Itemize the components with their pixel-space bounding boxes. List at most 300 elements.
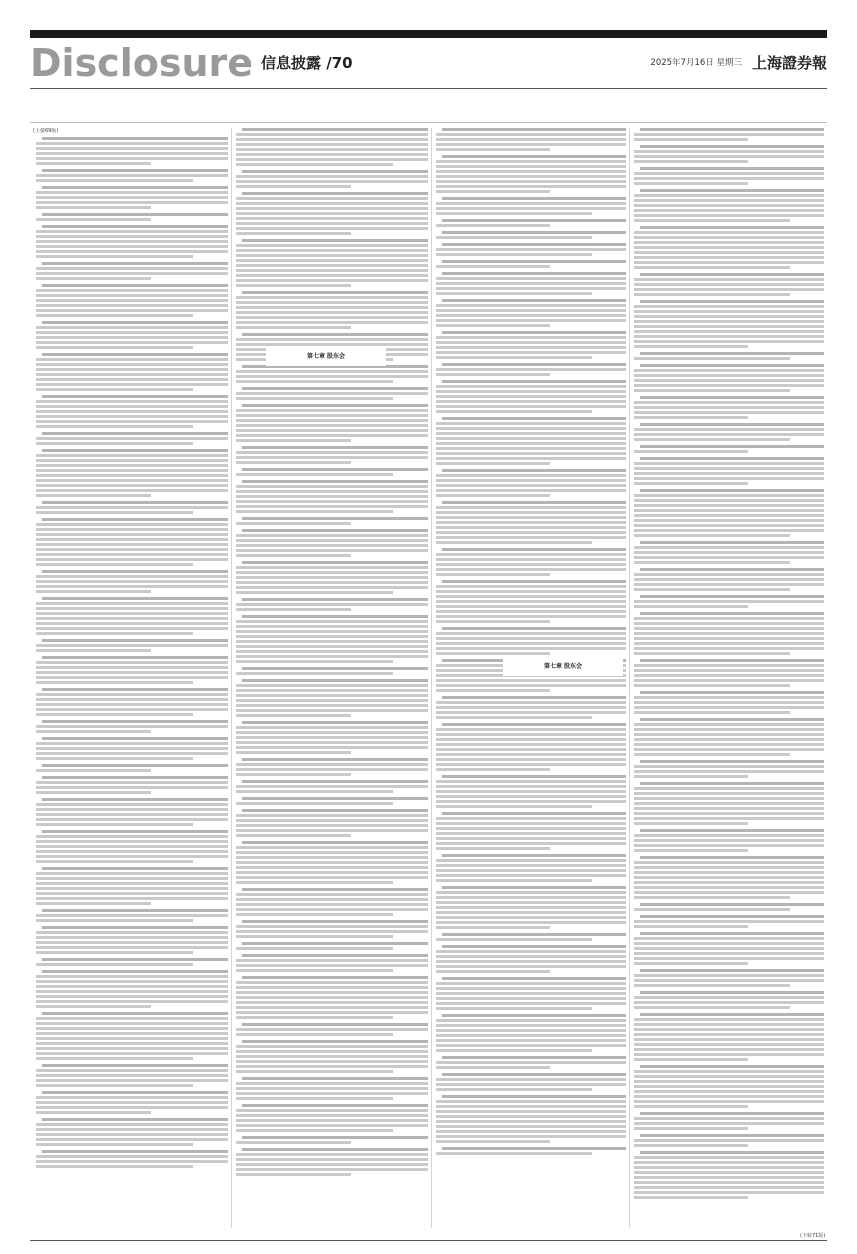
text-line (436, 521, 626, 524)
text-line (242, 446, 428, 449)
text-line (236, 397, 393, 400)
text-line (634, 494, 824, 497)
paragraph (634, 396, 824, 419)
paragraph (634, 273, 824, 296)
text-line (36, 1000, 228, 1003)
text-line (36, 1155, 228, 1158)
text-line (236, 1141, 351, 1144)
text-line (634, 738, 824, 741)
text-line (42, 970, 228, 973)
paragraph (36, 639, 228, 652)
text-line (634, 251, 824, 254)
text-line (634, 199, 824, 202)
text-line (442, 417, 626, 420)
text-line (436, 573, 550, 576)
text-line (436, 1135, 626, 1138)
paragraph (36, 1012, 228, 1060)
text-line (634, 588, 790, 591)
text-line (242, 809, 428, 812)
paragraph (236, 517, 428, 525)
text-line (242, 170, 428, 173)
text-line (36, 725, 228, 728)
text-line (36, 373, 228, 376)
text-line (236, 746, 428, 749)
text-line (242, 780, 428, 783)
text-line (640, 612, 824, 615)
text-line (42, 137, 228, 140)
text-line (640, 396, 824, 399)
text-line (634, 236, 824, 239)
text-line (436, 346, 626, 349)
text-line (634, 1139, 824, 1142)
text-line (436, 410, 592, 413)
text-line (42, 688, 228, 691)
text-line (634, 817, 824, 820)
text-line (236, 856, 428, 859)
text-line (36, 1138, 228, 1141)
text-line (236, 630, 428, 633)
text-line (634, 411, 824, 414)
text-line (634, 770, 824, 773)
text-line (634, 551, 824, 554)
text-line (634, 384, 824, 387)
paragraph (236, 1136, 428, 1144)
text-line (236, 640, 428, 643)
text-line (36, 378, 228, 381)
text-line (242, 1023, 428, 1026)
text-line (442, 231, 626, 234)
text-line (236, 866, 428, 869)
text-line (236, 1087, 428, 1090)
text-line (36, 388, 193, 391)
text-line (634, 925, 748, 928)
text-line (436, 1083, 626, 1086)
text-line (236, 1168, 428, 1171)
text-line (36, 902, 151, 905)
text-line (36, 174, 228, 177)
text-line (36, 791, 151, 794)
text-line (436, 489, 626, 492)
text-line (442, 1014, 626, 1017)
paragraph (36, 262, 228, 280)
text-line (442, 696, 626, 699)
text-line (436, 165, 626, 168)
text-line (634, 467, 824, 470)
text-line (36, 632, 193, 635)
text-line (436, 859, 626, 862)
paragraph (36, 830, 228, 863)
text-line (42, 764, 228, 767)
text-line (36, 383, 228, 386)
header-rule (30, 88, 827, 89)
issue-date: 2025年7月16日 星期三 (650, 58, 742, 68)
text-line (236, 1045, 428, 1048)
text-line (36, 730, 151, 733)
text-line (236, 1097, 393, 1100)
text-line (36, 1160, 228, 1163)
paragraph (634, 612, 824, 655)
text-line (42, 720, 228, 723)
text-line (436, 282, 626, 285)
text-line (436, 224, 550, 227)
text-line (236, 881, 393, 884)
text-line (36, 946, 228, 949)
text-line (442, 197, 626, 200)
text-line (634, 406, 824, 409)
text-line (640, 1112, 824, 1115)
text-line (634, 194, 824, 197)
text-line (236, 153, 428, 156)
text-line (436, 600, 626, 603)
text-line (634, 787, 824, 790)
paragraph (436, 723, 626, 771)
text-line (436, 474, 626, 477)
text-line (436, 620, 550, 623)
text-line (634, 861, 824, 864)
text-line (36, 179, 193, 182)
section-title: 信息披露 /70 (261, 54, 353, 72)
paragraph (634, 226, 824, 269)
text-line (634, 723, 824, 726)
text-line (36, 1133, 228, 1136)
text-line (634, 876, 824, 879)
text-line (236, 736, 428, 739)
text-line (36, 548, 228, 551)
text-line (36, 346, 193, 349)
text-line (436, 632, 626, 635)
text-line (640, 856, 824, 859)
text-line (36, 191, 228, 194)
text-line (634, 389, 790, 392)
text-line (436, 457, 626, 460)
text-line (436, 190, 550, 193)
text-line (634, 871, 824, 874)
paragraph (236, 780, 428, 793)
text-line (634, 866, 824, 869)
text-line (36, 698, 228, 701)
text-line (442, 469, 626, 472)
text-line (236, 751, 351, 754)
text-line (236, 429, 428, 432)
text-line (236, 773, 351, 776)
text-line (436, 442, 626, 445)
text-line (36, 331, 228, 334)
paragraph (436, 231, 626, 239)
paragraph (36, 764, 228, 772)
text-line (442, 219, 626, 222)
text-line (236, 969, 393, 972)
text-line (634, 743, 824, 746)
text-line (236, 1124, 428, 1127)
text-line (42, 395, 228, 398)
text-line (36, 951, 193, 954)
text-line (442, 272, 626, 275)
text-line (236, 819, 428, 822)
paragraph (436, 977, 626, 1010)
text-line (236, 861, 428, 864)
paragraph (634, 445, 824, 453)
text-line (634, 775, 748, 778)
text-line (640, 541, 824, 544)
text-line (242, 615, 428, 618)
text-line (36, 474, 228, 477)
text-line (236, 158, 428, 161)
text-line (634, 433, 824, 436)
paragraph (36, 213, 228, 221)
text-line (436, 896, 626, 899)
text-line (36, 585, 228, 588)
paragraph (36, 737, 228, 760)
text-line (236, 392, 428, 395)
text-line (236, 986, 428, 989)
paragraph (236, 404, 428, 442)
text-line (634, 266, 790, 269)
text-line (236, 424, 428, 427)
text-line (236, 645, 428, 648)
text-line (36, 1037, 228, 1040)
text-line (236, 259, 428, 262)
paragraph (436, 260, 626, 268)
text-line (236, 370, 428, 373)
text-line (634, 1075, 824, 1078)
paragraph (634, 364, 824, 392)
text-line (436, 447, 626, 450)
text-line (236, 451, 428, 454)
text-line (634, 1122, 824, 1125)
text-line (236, 1109, 428, 1112)
text-line (436, 768, 550, 771)
text-line (36, 294, 228, 297)
paragraph (236, 192, 428, 235)
text-line (242, 954, 428, 957)
text-line (36, 162, 151, 165)
text-line (634, 974, 824, 977)
text-line (640, 1013, 824, 1016)
continued-footer: (下转71版) (800, 1233, 826, 1239)
text-line (436, 901, 626, 904)
text-line (634, 133, 824, 136)
paragraph (436, 197, 626, 215)
text-line (36, 575, 228, 578)
text-line (634, 979, 824, 982)
text-line (36, 813, 228, 816)
paragraph (236, 387, 428, 400)
text-line (640, 829, 824, 832)
text-line (634, 482, 748, 485)
text-line (36, 1005, 151, 1008)
text-line (36, 196, 228, 199)
text-line (236, 925, 428, 928)
text-line (236, 143, 428, 146)
text-line (42, 321, 228, 324)
text-line (442, 1073, 626, 1076)
text-line (436, 265, 550, 268)
text-line (436, 180, 626, 183)
paragraph (436, 933, 626, 941)
text-line (36, 661, 228, 664)
text-line (634, 509, 824, 512)
text-line (36, 877, 228, 880)
text-line (36, 617, 228, 620)
text-line (442, 723, 626, 726)
text-line (236, 785, 428, 788)
text-line (236, 375, 428, 378)
text-line (436, 1029, 626, 1032)
text-line (242, 841, 428, 844)
text-line (436, 479, 626, 482)
text-line (242, 128, 428, 131)
text-line (36, 410, 228, 413)
paragraph (236, 888, 428, 916)
text-line (634, 896, 790, 899)
text-line (634, 1070, 824, 1073)
text-line (634, 150, 824, 153)
text-line (42, 169, 228, 172)
text-line (436, 356, 592, 359)
text-line (640, 273, 824, 276)
text-line (436, 309, 626, 312)
text-line (634, 340, 824, 343)
text-line (36, 240, 228, 243)
text-line (36, 713, 193, 716)
text-line (436, 526, 626, 529)
paragraph (236, 667, 428, 675)
text-line (242, 1040, 428, 1043)
text-line (36, 872, 228, 875)
paragraph (236, 529, 428, 557)
text-line (634, 529, 824, 532)
text-line (436, 1130, 626, 1133)
text-line (242, 239, 428, 242)
text-line (236, 249, 428, 252)
text-line (634, 891, 824, 894)
text-line (436, 1044, 626, 1047)
text-line (42, 830, 228, 833)
text-line (242, 517, 428, 520)
text-line (36, 602, 228, 605)
text-line (236, 439, 351, 442)
text-line (634, 1144, 748, 1147)
text-line (236, 500, 428, 503)
paragraph (36, 186, 228, 209)
text-line (634, 984, 790, 987)
paragraph (436, 219, 626, 227)
text-line (236, 996, 428, 999)
text-line (436, 637, 626, 640)
text-line (634, 472, 824, 475)
text-line (42, 776, 228, 779)
text-line (36, 855, 228, 858)
text-line (436, 970, 550, 973)
text-line (236, 1016, 393, 1019)
paragraph (634, 423, 824, 441)
text-line (42, 501, 228, 504)
text-line (36, 681, 193, 684)
text-line (236, 1153, 428, 1156)
text-line (236, 650, 428, 653)
text-line (634, 1161, 824, 1164)
text-line (42, 186, 228, 189)
paragraph (236, 365, 428, 383)
text-line (436, 336, 626, 339)
text-line (242, 920, 428, 923)
paragraph (634, 1065, 824, 1108)
paragraph (236, 291, 428, 329)
text-line (36, 420, 228, 423)
text-line (42, 867, 228, 870)
text-line (640, 364, 824, 367)
text-line (634, 345, 748, 348)
text-line (236, 311, 428, 314)
text-line (236, 554, 351, 557)
headline-text: 第七章 股东会 (543, 663, 583, 670)
text-line (36, 887, 228, 890)
text-line (36, 752, 228, 755)
text-line (436, 148, 550, 151)
text-line (236, 871, 428, 874)
text-line (634, 1100, 824, 1103)
text-line (236, 321, 428, 324)
paragraph (236, 1104, 428, 1132)
text-line (36, 963, 193, 966)
text-line (36, 245, 228, 248)
paragraph (436, 380, 626, 413)
text-line (36, 936, 228, 939)
paragraph (436, 1056, 626, 1069)
text-line (236, 227, 428, 230)
text-line (42, 958, 228, 961)
text-line (634, 807, 824, 810)
text-line (640, 167, 824, 170)
text-line (634, 462, 824, 465)
text-line (36, 400, 228, 403)
text-line (634, 155, 824, 158)
paragraph (36, 597, 228, 635)
text-line (436, 615, 626, 618)
paragraph (36, 926, 228, 954)
text-line (242, 529, 428, 532)
text-line (442, 243, 626, 246)
text-line (634, 617, 824, 620)
paragraph (634, 782, 824, 825)
text-line (36, 528, 228, 531)
text-line (634, 802, 824, 805)
text-line (436, 753, 626, 756)
text-line (640, 659, 824, 662)
text-line (634, 748, 824, 751)
text-line (42, 225, 228, 228)
text-line (236, 202, 428, 205)
text-line (36, 218, 151, 221)
article-body (33, 128, 827, 1228)
text-line (640, 915, 824, 918)
text-line (436, 494, 550, 497)
text-line (634, 1191, 824, 1194)
text-line (242, 561, 428, 564)
text-line (36, 299, 228, 302)
text-line (236, 1065, 428, 1068)
text-line (242, 480, 428, 483)
text-line (634, 652, 790, 655)
text-line (36, 671, 228, 674)
text-line (436, 385, 626, 388)
text-line (36, 523, 228, 526)
text-line (236, 908, 428, 911)
paragraph (634, 903, 824, 911)
text-line (634, 706, 824, 709)
text-line (634, 952, 824, 955)
text-line (236, 244, 428, 247)
